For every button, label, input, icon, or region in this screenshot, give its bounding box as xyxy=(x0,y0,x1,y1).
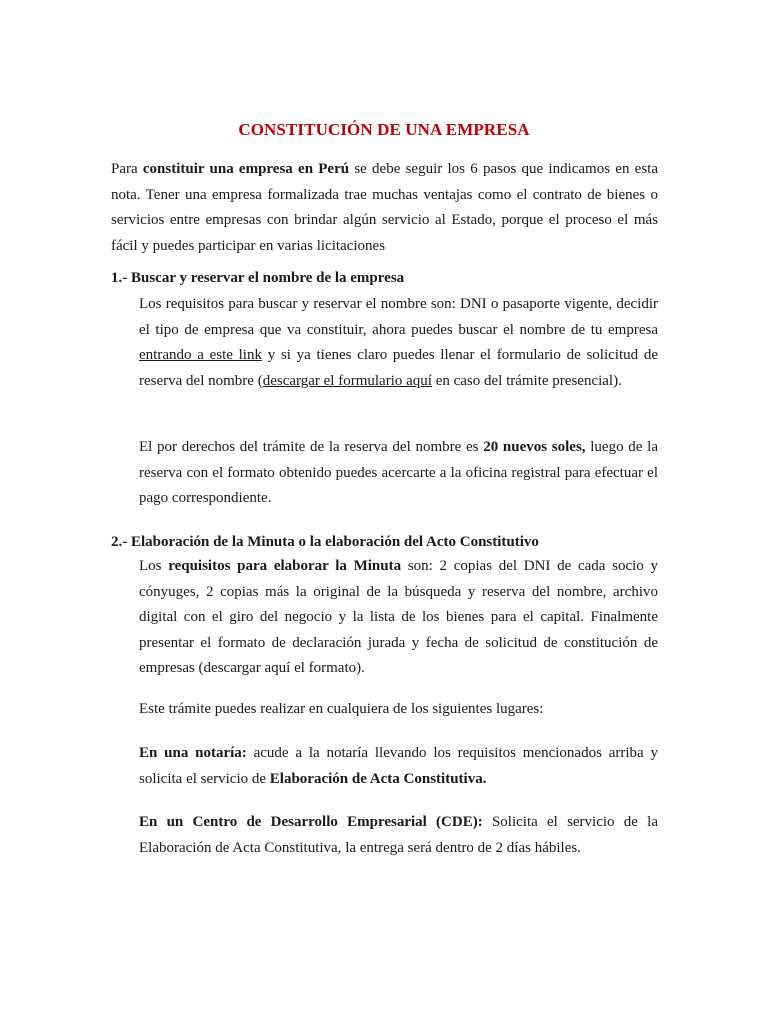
s1p2-text-2: luego de la reserva con el formato obtenido puedes acercarte a la oficina registral para efectuar el pago correspondiente. xyxy=(139,439,658,507)
section2-heading: 2.- Elaboración de la Minuta o la elaboración del Acto Constitutivo xyxy=(111,534,539,550)
section2-paragraph-3 xyxy=(139,741,658,792)
section2-paragraph-2: Este trámite puedes realizar en cualquiera de los siguientes lugares: xyxy=(139,701,544,717)
s1p2-bold: 20 nuevos soles, xyxy=(483,439,586,455)
s2p3-text: acude a la notaría llevando los requisitos mencionados arriba y solicita el servicio de xyxy=(139,745,658,787)
s1p2-text-1: El por derechos del trámite de la reserva del nombre es xyxy=(139,439,484,455)
intro-text-2: se debe seguir los 6 pasos que indicamos en esta nota. Tener una empresa formalizada trae muchas ventajas como el contrato de bienes o servicios entre empresas con brindar algún servicio al Estado, porque el proceso el más fácil y puedes participar en varias licitaciones xyxy=(111,161,658,254)
s1p1-text-2: y si ya tienes claro puedes llenar el formulario de solicitud de reserva del nombre ( xyxy=(139,347,658,389)
s2p1-bold: requisitos para elaborar la Minuta xyxy=(168,558,402,574)
intro-bold: constituir una empresa en Perú xyxy=(142,161,350,177)
section1-paragraph-2 xyxy=(139,435,658,512)
s1p1-text-3: en caso del trámite presencial). xyxy=(431,372,622,389)
link-download-form[interactable]: descargar el formulario aquí xyxy=(262,372,432,389)
s2p4-bold: En un Centro de Desarrollo Empresarial (CDE): xyxy=(139,814,483,830)
section2-paragraph-4 xyxy=(139,810,658,861)
s2p4-text: Solicita el servicio de la Elaboración de Acta Constitutiva, la entrega será dentro de 2 días hábiles. xyxy=(139,814,658,856)
intro-paragraph xyxy=(111,157,658,259)
section1-heading: 1.- Buscar y reservar el nombre de la empresa xyxy=(111,270,405,286)
document-title: CONSTITUCIÓN DE UNA EMPRESA xyxy=(238,120,530,139)
s2p1-text-1: Los xyxy=(139,558,169,574)
intro-text-1: Para xyxy=(111,161,143,177)
link-search-name[interactable]: entrando a este link xyxy=(139,347,262,364)
s2p3-bold-2: Elaboración de Acta Constitutiva. xyxy=(269,770,487,787)
s1p1-text-1: Los requisitos para buscar y reservar el nombre son: DNI o pasaporte vigente, decidir el tipo de empresa que va constituir, ahora puedes buscar el nombre de tu empresa xyxy=(139,296,658,338)
section1-paragraph-1 xyxy=(139,292,658,394)
s2p3-bold-1: En una notaría: xyxy=(139,745,247,761)
section2-paragraph-1 xyxy=(139,554,658,682)
s2p1-text-2: son: 2 copias del DNI de cada socio y cónyuges, 2 copias más la original de la búsqueda y reserva del nombre, archivo digital con el giro del negocio y la lista de los bienes para el capital. Finalmente presentar el formato de declaración jurada y fecha de solicitud de constitución de empresas (descargar aquí el formato). xyxy=(139,558,659,677)
